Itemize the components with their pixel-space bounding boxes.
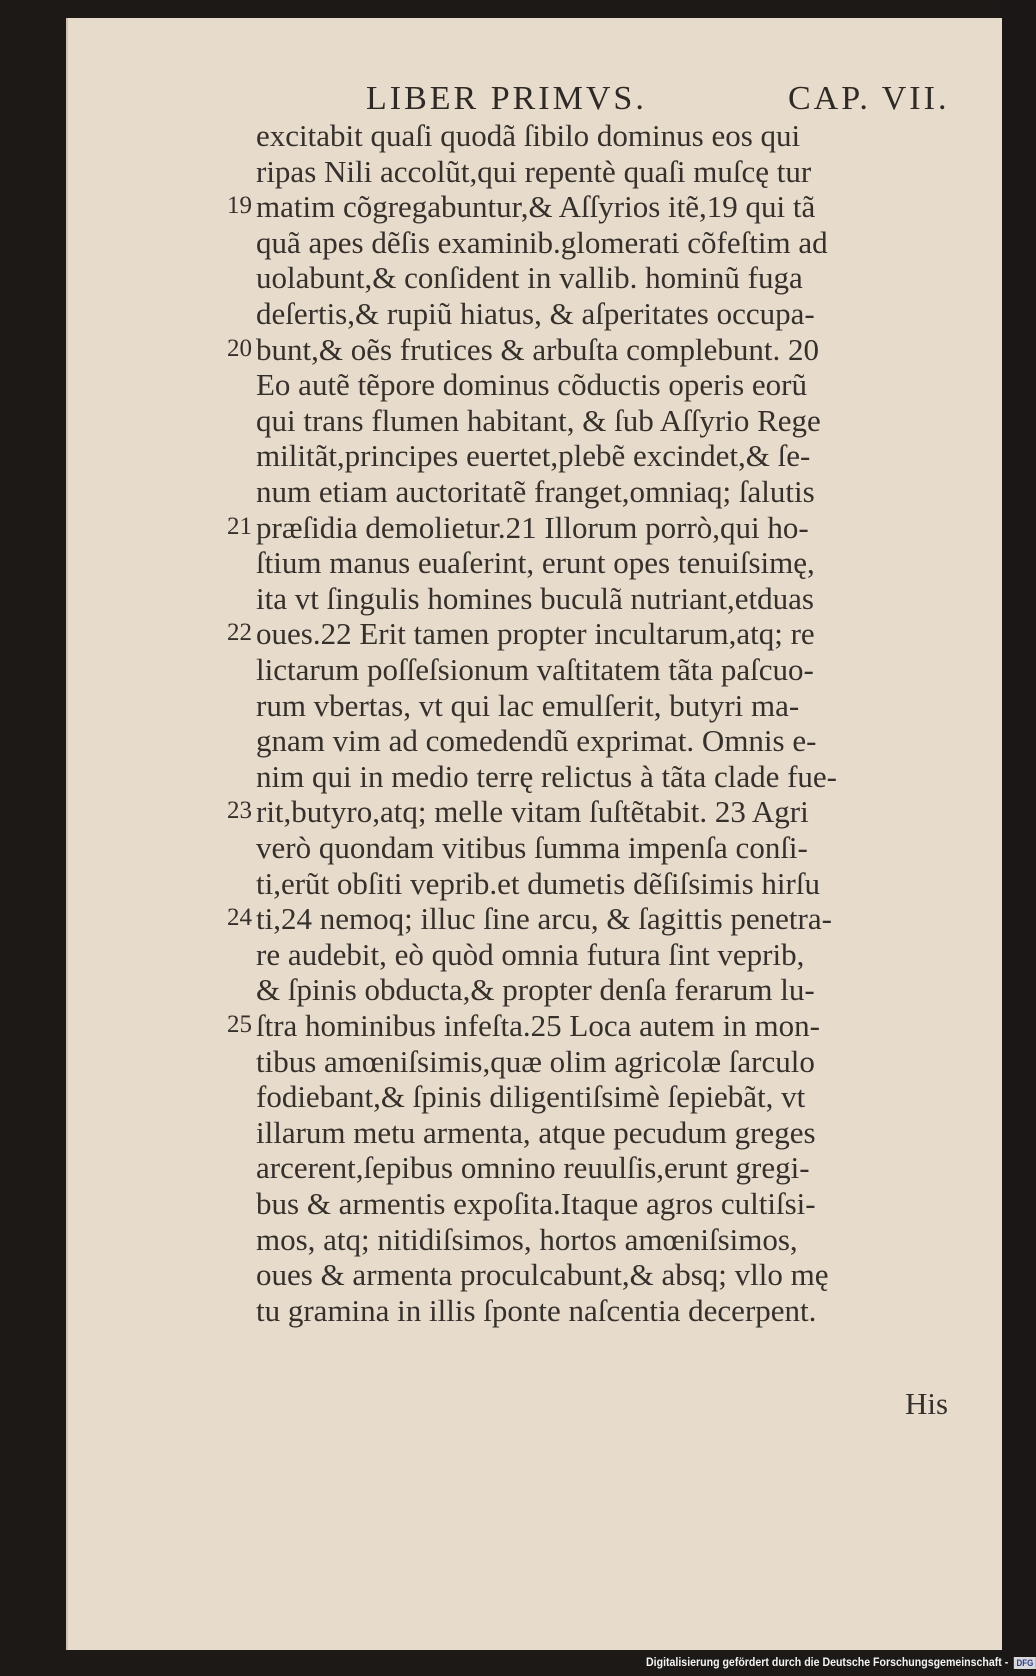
verse-number: 22 [227,619,252,647]
verse-number: 21 [227,512,252,540]
text-line: oues & armenta proculcabunt,& absq; vllo mę [256,1257,829,1293]
text-line: & ſpinis obducta,& propter denſa ferarum lu- [256,972,815,1008]
text-line: num etiam auctoritatẽ franget,omniaq; ſalutis [256,474,815,509]
chapter-heading: CAP. VII. [788,80,950,117]
running-title: LIBER PRIMVS. [366,80,647,117]
text-line: matim cõgregabuntur,& Aſſyrios itẽ,19 qui tã [256,189,816,225]
text-line: rum vbertas, vt qui lac emulſerit, butyri ma- [256,687,800,723]
text-line: tu gramina in illis ſponte naſcentia decerpent. [256,1292,817,1328]
text-line: tibus amœniſsimis,quæ olim agricolæ ſarculo [256,1043,815,1079]
text-line: fodiebant,& ſpinis diligentiſsimè ſepiebãt, vt [256,1079,806,1115]
text-line: militãt,principes euertet,plebẽ excindet,& ſe- [256,438,811,474]
catchword: His [905,1386,949,1421]
text-line: ſtium manus euaſerint, erunt opes tenuiſsimę, [256,545,815,581]
text-line: excitabit quaſi quodã ſibilo dominus eos qui [256,118,801,153]
text-line: bus & armentis expoſita.Itaque agros cultiſsi- [256,1186,816,1221]
text-line: ti,24 nemoq; illuc ſine arcu, & ſagittis penetra- [256,901,832,937]
text-line: verò quondam vitibus ſumma impenſa conſi- [256,830,808,865]
text-line: præſidia demolietur.21 Illorum porrò,qui ho- [256,509,809,545]
text-line: deſertis,& rupiũ hiatus, & aſperitates occupa- [256,296,815,331]
text-line: uolabunt,& conſident in vallib. hominũ fuga [256,260,803,296]
text-line: ita vt ſingulis homines buculã nutriant,etduas [256,580,814,616]
text-line: nim qui in medio terrę relictus à tãta clade fue- [256,758,838,794]
text-line: ti,erũt obſiti veprib.et dumetis dẽſiſsimis hirſu [256,865,820,901]
text-line: gnam vim ad comedendũ exprimat. Omnis e- [256,723,817,759]
text-line: Eo autẽ tẽpore dominus cõductis operis eorũ [256,367,807,403]
digitization-credit [646,1655,1034,1675]
text-line: oues.22 Erit tamen propter incultarum,atq; re [256,616,815,652]
verse-number: 20 [227,334,252,362]
text-line: qui trans flumen habitant, & ſub Aſſyrio Rege [256,402,821,438]
verse-number: 25 [227,1011,252,1038]
verse-number: 24 [227,904,252,932]
text-line: bunt,& oẽs frutices & arbuſta complebunt. 20 [256,331,820,367]
text-line: rit,butyro,atq; melle vitam ſuſtẽtabit. 23 Agri [256,794,809,830]
text-line: quã apes dẽſis examinib.glomerati cõfeſtim ad [256,224,828,260]
verse-number: 19 [227,192,252,220]
text-line: mos, atq; nitidiſsimos, hortos amœniſsimos, [256,1221,798,1257]
text-line: re audebit, eò quòd omnia futura ſint veprib, [256,936,805,972]
credit-text: Digitalisierung gefördert durch die Deutsche Forschungsgemeinschaft - [646,1655,1009,1669]
text-line: arcerent,ſepibus omnino reuulſis,erunt gregi- [256,1150,810,1186]
verse-number: 23 [227,797,252,825]
text-line: ſtra hominibus infeſta.25 Loca autem in mon- [256,1008,820,1043]
text-line: lictarum poſſeſsionum vaſtitatem tãta paſcuo- [256,652,814,687]
text-line: ripas Nili accolũt,qui repentè quaſi muſcę tur [256,153,812,189]
dfg-logo: DFG [1014,1657,1036,1669]
text-line: illarum metu armenta, atque pecudum greges [256,1114,816,1150]
